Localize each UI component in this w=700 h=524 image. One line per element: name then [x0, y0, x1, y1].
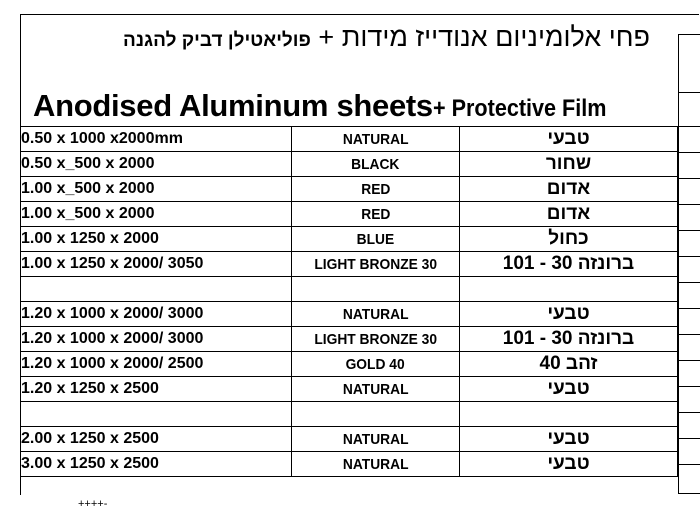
color-cell[interactable] [292, 177, 460, 202]
hebrew-color-cell[interactable]: כחול [460, 227, 678, 252]
dimensions-cell[interactable]: 1.00 x_500 x 2000 [21, 202, 292, 227]
table-row [21, 377, 678, 402]
table-row [21, 327, 678, 352]
color-label: NATURAL [342, 430, 409, 448]
hebrew-color-cell[interactable]: ברונזה 30 - 101 [460, 252, 678, 277]
side-gridline [679, 308, 700, 309]
side-gridline [679, 126, 700, 127]
side-gridline [679, 178, 700, 179]
side-gridline [679, 152, 700, 153]
dimensions-cell[interactable] [21, 277, 292, 302]
color-cell[interactable] [292, 302, 460, 327]
color-cell[interactable] [292, 377, 460, 402]
side-gridline [679, 334, 700, 335]
dimensions-cell[interactable]: 2.00 x 1250 x 2500 [21, 427, 292, 452]
color-label: NATURAL [342, 455, 409, 473]
sheets-table [20, 126, 678, 477]
color-label: NATURAL [342, 305, 409, 323]
color-label: RED [360, 205, 391, 223]
color-cell[interactable] [292, 277, 460, 302]
english-title-main: Anodised Aluminum sheets [33, 88, 433, 123]
side-gridline [679, 412, 700, 413]
hebrew-color-cell[interactable]: זהב 40 [460, 352, 678, 377]
color-label: GOLD 40 [345, 355, 406, 373]
side-gridline [679, 360, 700, 361]
side-column [678, 34, 700, 494]
hebrew-color-cell[interactable] [460, 277, 678, 302]
color-label: BLACK [351, 155, 400, 173]
color-label: LIGHT BRONZE 30 [314, 330, 437, 348]
color-label: LIGHT BRONZE 30 [314, 255, 437, 273]
color-cell[interactable] [292, 452, 460, 477]
hebrew-title-plus: + [310, 22, 342, 52]
side-gridline [679, 282, 700, 283]
side-gridline [679, 34, 700, 35]
hebrew-color-cell[interactable]: אדום [460, 177, 678, 202]
table-row [21, 452, 678, 477]
table-row [21, 402, 678, 427]
color-cell[interactable] [292, 227, 460, 252]
side-gridline [679, 493, 700, 494]
side-gridline [679, 438, 700, 439]
dimensions-cell[interactable]: 1.20 x 1250 x 2500 [21, 377, 292, 402]
hebrew-title [40, 22, 650, 53]
side-gridline [679, 386, 700, 387]
hebrew-color-cell[interactable]: טבעי [460, 302, 678, 327]
hebrew-color-cell[interactable]: אדום [460, 202, 678, 227]
dimensions-cell[interactable]: 1.00 x_500 x 2000 [21, 177, 292, 202]
english-title [33, 88, 626, 124]
color-cell[interactable] [292, 402, 460, 427]
color-cell[interactable] [292, 352, 460, 377]
side-gridline [679, 230, 700, 231]
color-cell[interactable] [292, 327, 460, 352]
color-label: NATURAL [342, 130, 409, 148]
dimensions-cell[interactable]: 1.00 x 1250 x 2000/ 3050 [21, 252, 292, 277]
footnote-text: ++++- [78, 498, 108, 510]
side-gridline [679, 92, 700, 93]
table-row [21, 252, 678, 277]
color-cell[interactable] [292, 427, 460, 452]
hebrew-color-cell[interactable]: שחור [460, 152, 678, 177]
table-row [21, 152, 678, 177]
english-title-film: + Protective Film [432, 95, 607, 122]
dimensions-cell[interactable]: 0.50 x_500 x 2000 [21, 152, 292, 177]
side-gridline [679, 464, 700, 465]
color-cell[interactable] [292, 127, 460, 152]
dimensions-cell[interactable]: 3.00 x 1250 x 2500 [21, 452, 292, 477]
dimensions-cell[interactable]: 1.20 x 1000 x 2000/ 2500 [21, 352, 292, 377]
hebrew-color-cell[interactable]: טבעי [460, 127, 678, 152]
hebrew-title-film: פוליאטילן דביק להגנה [123, 30, 311, 51]
hebrew-color-cell[interactable] [460, 402, 678, 427]
color-label: BLUE [356, 230, 395, 248]
color-cell[interactable] [292, 202, 460, 227]
table-row [21, 127, 678, 152]
table-row [21, 177, 678, 202]
dimensions-cell[interactable] [21, 402, 292, 427]
hebrew-color-cell[interactable]: טבעי [460, 452, 678, 477]
hebrew-title-main: פחי אלומיניום אנודייז מידות [341, 22, 650, 52]
color-label: RED [360, 180, 391, 198]
color-cell[interactable] [292, 252, 460, 277]
side-gridline [679, 256, 700, 257]
table-row [21, 227, 678, 252]
color-cell[interactable] [292, 152, 460, 177]
dimensions-cell[interactable]: 1.00 x 1250 x 2000 [21, 227, 292, 252]
dimensions-cell[interactable]: 1.20 x 1000 x 2000/ 3000 [21, 327, 292, 352]
table-row [21, 277, 678, 302]
table-row [21, 352, 678, 377]
color-label: NATURAL [342, 380, 409, 398]
dimensions-cell[interactable]: 0.50 x 1000 x2000mm [21, 127, 292, 152]
hebrew-color-cell[interactable]: טבעי [460, 427, 678, 452]
table-row [21, 302, 678, 327]
hebrew-color-cell[interactable]: ברונזה 30 - 101 [460, 327, 678, 352]
dimensions-cell[interactable]: 1.20 x 1000 x 2000/ 3000 [21, 302, 292, 327]
hebrew-color-cell[interactable]: טבעי [460, 377, 678, 402]
table-row [21, 427, 678, 452]
side-gridline [679, 204, 700, 205]
table-row [21, 202, 678, 227]
